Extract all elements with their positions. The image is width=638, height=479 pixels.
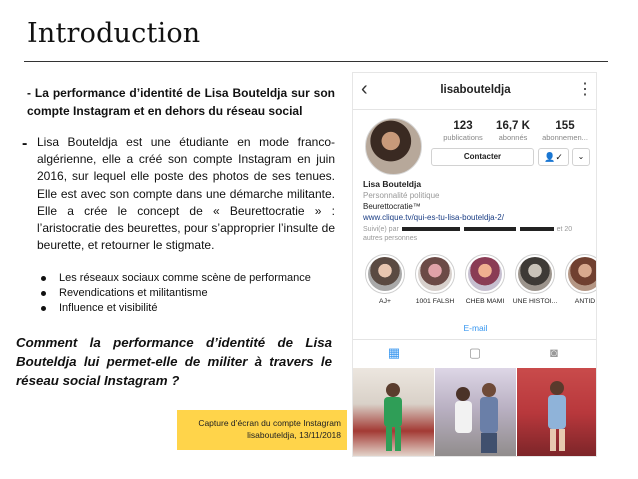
photo-thumbnail[interactable] xyxy=(435,368,516,457)
intro-paragraph: Lisa Bouteldja est une étudiante en mode franco-algérienne, elle a créé son compte Instagram en juin 2016, sur lequel elle poste des photos de ses tenues. Elle est avec son compte dans une démarche militante. Elle a crée le concept de « Beurettocratie » : l’aristocratie des beurettes, pour s’approprier l’insulte de beurette, et retourner le stigmate. xyxy=(37,135,335,253)
email-link[interactable]: E-mail xyxy=(463,323,488,333)
highlight-item[interactable]: AJ+ xyxy=(359,254,411,305)
story-highlights xyxy=(359,254,597,314)
bullet-dot-icon xyxy=(41,276,46,281)
more-options-icon[interactable]: ⋮ xyxy=(577,81,592,98)
paragraph-dash: - xyxy=(22,135,28,152)
bullet-item: Revendications et militantisme xyxy=(41,286,335,301)
grid-tab-icon[interactable]: ▦ xyxy=(387,345,401,360)
stat-publications[interactable]: 123 publications xyxy=(443,120,483,142)
photo-grid xyxy=(353,368,597,457)
redacted-name xyxy=(464,227,516,231)
profile-username: lisabouteldja xyxy=(440,84,511,96)
followed-by[interactable]: Suivi(e) par et 20 autres personnes xyxy=(363,226,573,242)
header-divider xyxy=(353,109,597,110)
bullet-item: Les réseaux sociaux comme scène de performance xyxy=(41,271,335,286)
research-question: Comment la performance d’identité de Lisa Bouteldja lui permet-elle de militer à travers le réseau social Instagram ? xyxy=(16,335,332,388)
title-divider xyxy=(24,61,608,62)
contact-button[interactable]: Contacter xyxy=(431,148,534,166)
redacted-name xyxy=(402,227,460,231)
section-heading: - La performance d’identité de Lisa Bouteldja sur son compte Instagram et en dehors du réseau social xyxy=(27,86,335,118)
screenshot-caption: Capture d’écran du compte Instagram lisabouteldja, 13/11/2018 xyxy=(177,410,347,450)
feed-tab-icon[interactable]: ▢ xyxy=(468,345,482,360)
bio-website-link[interactable]: www.clique.tv/qui-es-tu-lisa-bouteldja-2/ xyxy=(363,213,504,222)
highlight-item[interactable]: UNE HISTOI... xyxy=(509,254,561,305)
photo-figure-icon xyxy=(517,368,597,457)
profile-bio xyxy=(363,179,591,243)
photo-figure-icon xyxy=(435,368,516,457)
slide-title: Introduction xyxy=(27,18,201,49)
stat-followers[interactable]: 16,7 K abonnés xyxy=(496,120,530,142)
profile-avatar[interactable] xyxy=(365,118,422,175)
following-button[interactable] xyxy=(538,148,569,166)
back-chevron-icon[interactable]: ‹ xyxy=(361,78,368,100)
bio-name: Lisa Bouteldja xyxy=(363,179,422,189)
bio-category: Personnalité politique xyxy=(363,191,440,200)
bullet-dot-icon xyxy=(41,306,46,311)
left-column xyxy=(22,84,335,316)
user-check-icon: 👤✓ xyxy=(544,152,563,162)
photo-thumbnail[interactable] xyxy=(517,368,597,457)
bullet-list xyxy=(27,271,335,316)
highlight-item[interactable]: 1001 FALSH xyxy=(409,254,461,305)
highlight-item[interactable]: CHEB MAMI xyxy=(459,254,511,305)
instagram-header xyxy=(353,73,597,109)
photo-figure-icon xyxy=(353,368,434,457)
highlight-item[interactable]: ANTID xyxy=(559,254,597,305)
tagged-tab-icon[interactable]: ◙ xyxy=(550,345,558,360)
bullet-dot-icon xyxy=(41,291,46,296)
redacted-name xyxy=(520,227,554,231)
paragraph-block xyxy=(22,134,335,254)
tabs-divider xyxy=(353,339,597,340)
suggestions-dropdown-button[interactable] xyxy=(572,148,590,166)
bullet-item: Influence et visibilité xyxy=(41,301,335,316)
photo-thumbnail[interactable] xyxy=(353,368,434,457)
chevron-down-icon: ⌄ xyxy=(577,152,585,161)
instagram-screenshot xyxy=(352,72,597,457)
stat-following[interactable]: 155 abonnemen... xyxy=(542,120,588,142)
bio-text: Beurettocratie™ xyxy=(363,202,421,211)
